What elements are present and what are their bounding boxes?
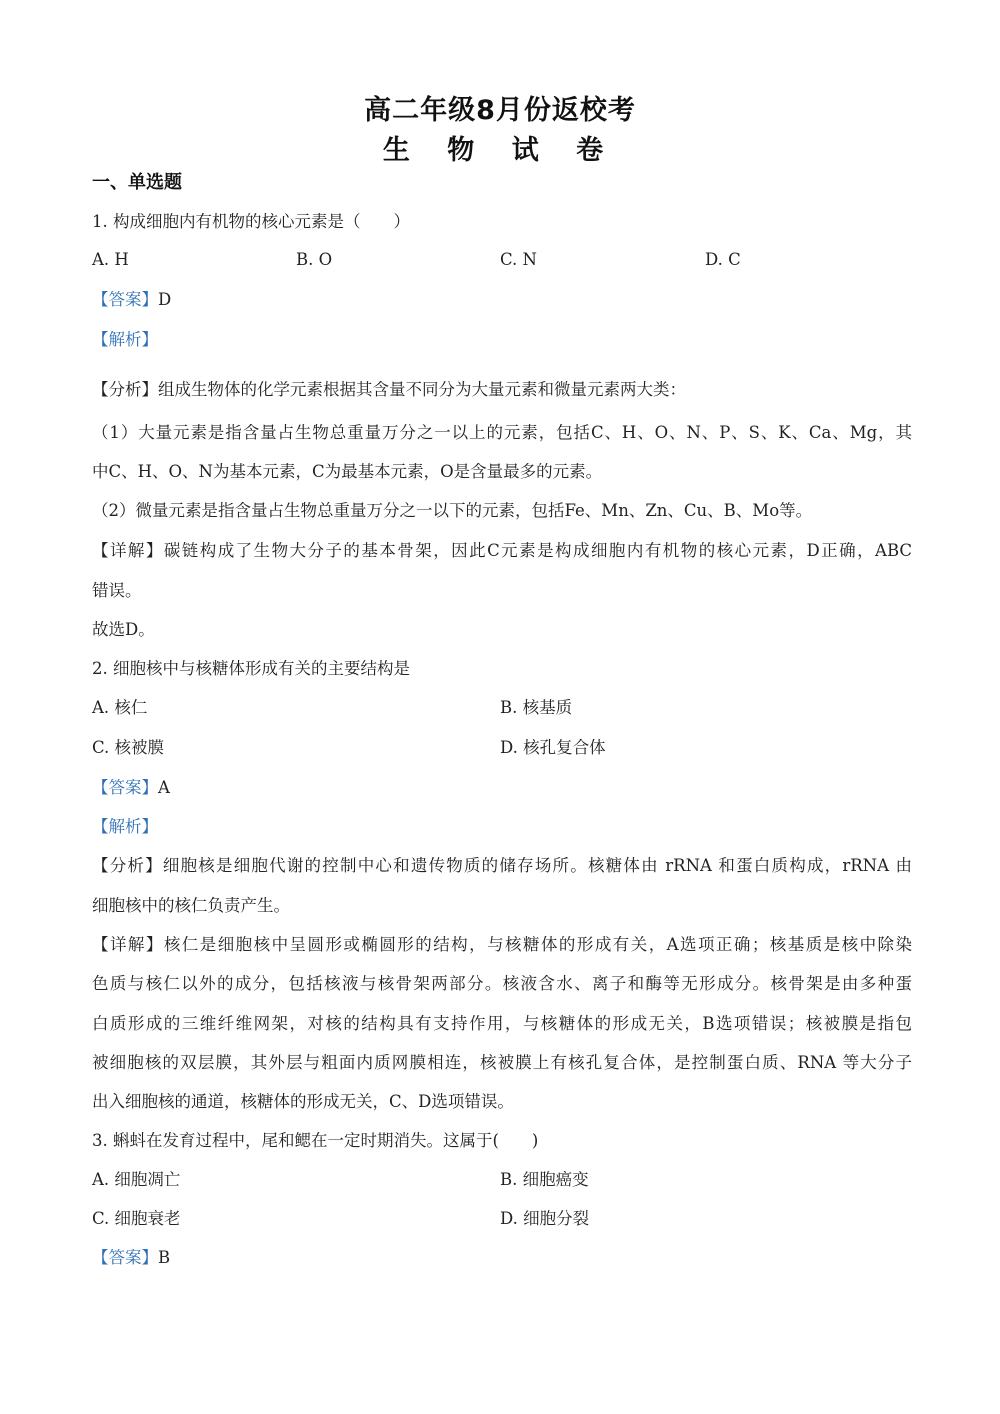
q2-detail-line3: 白质形成的三维纤维网架，对核的结构具有支持作用，与核糖体的形成无关，B选项错误；核被膜是指包	[92, 1014, 912, 1033]
detail-label: 【详解】	[92, 935, 164, 954]
exam-title: 高二年级8月份返校考	[364, 95, 636, 126]
q2-detail-line2: 色质与核仁以外的成分，包括核液与核骨架两部分。核液含水、离子和酶等无形成分。核骨架是由多种蛋	[92, 974, 912, 993]
q2-analysis-line2: 细胞核中的核仁负责产生。	[92, 896, 290, 915]
q1-conclusion: 故选D。	[92, 620, 155, 639]
q1-option-a: A. H	[92, 250, 129, 269]
q2-answer-line	[92, 777, 912, 799]
q2-option-c: C. 核被膜	[92, 738, 165, 757]
answer-label: 【答案】	[92, 1248, 158, 1267]
q2-option-d: D. 核孔复合体	[500, 738, 606, 757]
q1-explain-line	[92, 329, 912, 351]
detail-label: 【详解】	[92, 541, 164, 560]
q1-detail-line2: 错误。	[92, 581, 142, 600]
q3-answer: B	[158, 1248, 171, 1267]
q3-option-a: A. 细胞凋亡	[92, 1170, 181, 1189]
q1-option-b: B. O	[296, 250, 333, 269]
q1-answer-line	[92, 289, 912, 311]
q2-explain-line	[92, 816, 912, 838]
q1-analysis: 组成生物体的化学元素根据其含量不同分为大量元素和微量元素两大类：	[158, 380, 686, 399]
q2-option-a: A. 核仁	[92, 698, 148, 717]
q1-detail-line1	[92, 540, 912, 562]
q2-answer: A	[158, 778, 170, 797]
q1-point2: （2）微量元素是指含量占生物总重量万分之一以下的元素，包括Fe、Mn、Zn、Cu、B、Mo等。	[92, 501, 813, 520]
q3-option-c: C. 细胞衰老	[92, 1209, 181, 1228]
explain-label: 【解析】	[92, 330, 158, 349]
q1-point1-line2: 中C、H、O、N为基本元素，C为最基本元素，O是含量最多的元素。	[92, 462, 603, 481]
q3-option-b: B. 细胞癌变	[500, 1170, 589, 1189]
answer-label: 【答案】	[92, 290, 158, 309]
section-title: 一、单选题	[92, 172, 182, 193]
q2-analysis-line1	[92, 855, 912, 877]
q2-detail-line4: 被细胞核的双层膜，其外层与粗面内质网膜相连，核被膜上有核孔复合体，是控制蛋白质、RNA 等大分子	[92, 1053, 912, 1072]
q1-stem: 1. 构成细胞内有机物的核心元素是（ ）	[92, 212, 410, 231]
q3-option-d: D. 细胞分裂	[500, 1209, 590, 1228]
q2-option-b: B. 核基质	[500, 698, 573, 717]
q2-analysis-text: 细胞核是细胞代谢的控制中心和遗传物质的储存场所。核糖体由 rRNA 和蛋白质构成，rRNA 由	[162, 856, 912, 875]
q1-detail-text: 碳链构成了生物大分子的基本骨架，因此C元素是构成细胞内有机物的核心元素，D正确，ABC	[163, 541, 913, 560]
q1-option-d: D. C	[705, 250, 741, 269]
explain-label: 【解析】	[92, 817, 158, 836]
q1-analysis-line	[92, 379, 912, 401]
analysis-label: 【分析】	[92, 856, 163, 875]
q2-detail-text: 核仁是细胞核中呈圆形或椭圆形的结构，与核糖体的形成有关，A选项正确；核基质是核中除染	[163, 935, 913, 954]
q3-stem: 3. 蝌蚪在发育过程中，尾和鳃在一定时期消失。这属于( )	[92, 1131, 539, 1150]
q2-detail-line5: 出入细胞核的通道，核糖体的形成无关，C、D选项错误。	[92, 1092, 514, 1111]
q1-point1-line1: （1）大量元素是指含量占生物总重量万分之一以上的元素，包括C、H、O、N、P、S、K、Ca、Mg，其	[92, 423, 912, 442]
q3-answer-line	[92, 1247, 912, 1269]
exam-subtitle: 生 物 试 卷	[382, 135, 618, 166]
q2-stem: 2. 细胞核中与核糖体形成有关的主要结构是	[92, 659, 410, 678]
analysis-label: 【分析】	[92, 380, 158, 399]
q1-answer: D	[158, 290, 172, 309]
q1-option-c: C. N	[500, 250, 537, 269]
q2-detail-line1	[92, 934, 912, 956]
answer-label: 【答案】	[92, 778, 158, 797]
